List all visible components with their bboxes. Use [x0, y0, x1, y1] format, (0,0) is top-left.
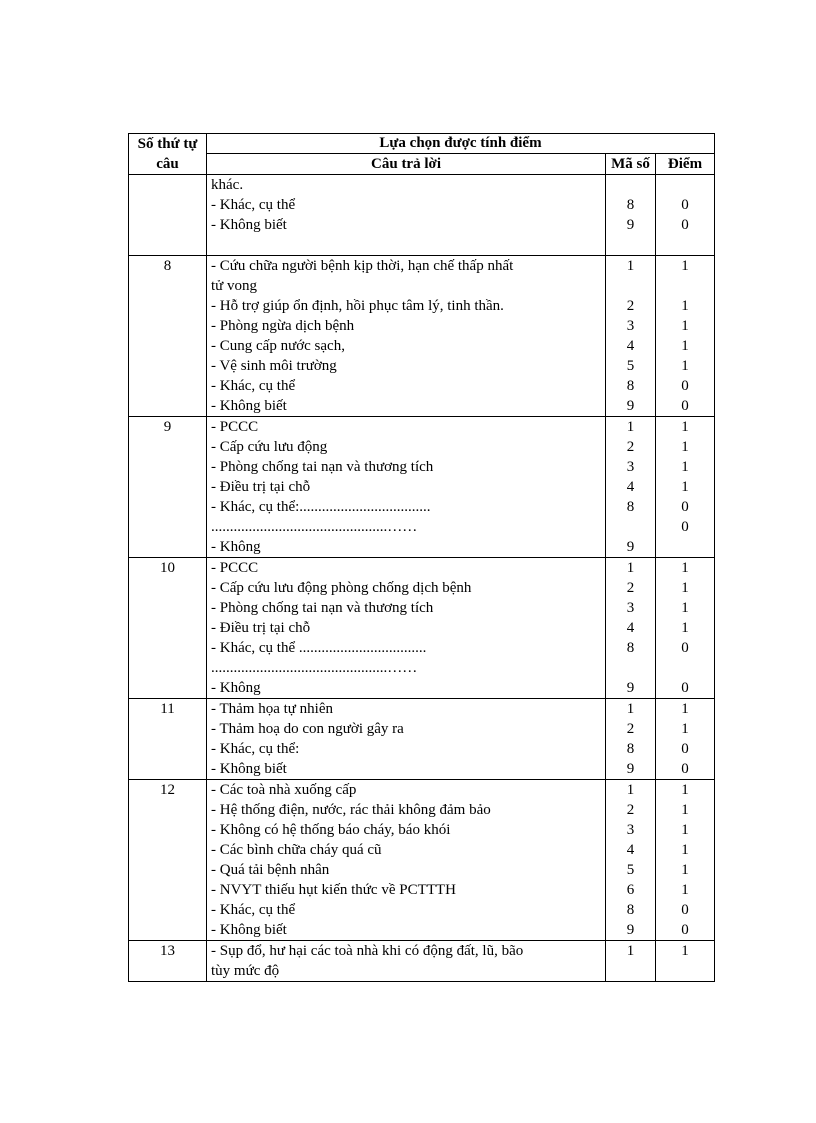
answer-cell [207, 256, 606, 417]
answer-line: - Cấp cứu lưu động [211, 439, 328, 455]
score-line: 1 [681, 298, 689, 314]
code-line: 3 [626, 459, 635, 475]
code-line: 5 [626, 358, 635, 374]
code-line: 4 [626, 338, 635, 354]
answer-line: - Không biết [211, 922, 287, 938]
header-stt-label: Số thứ tự câu [137, 136, 198, 172]
code-cell [606, 699, 656, 780]
answer-line: ...............................................…… [211, 660, 418, 676]
answer-line: - Không [211, 680, 261, 696]
score-line: 1 [681, 862, 689, 878]
answer-cell [207, 175, 606, 256]
answer-line: - Các bình chữa cháy quá cũ [211, 842, 382, 858]
code-line: 9 [626, 761, 635, 777]
code-line: 4 [626, 842, 635, 858]
code-line: 1 [626, 560, 635, 576]
score-line [656, 961, 714, 981]
score-line: 1 [681, 842, 689, 858]
answer-line: - PCCC [211, 560, 259, 576]
score-line: 0 [681, 499, 689, 515]
score-line: 0 [681, 519, 689, 535]
score-line [656, 276, 714, 296]
score-line: 0 [681, 197, 689, 213]
answer-cell [207, 699, 606, 780]
header-row-bottom [129, 154, 715, 175]
code-line: 8 [626, 902, 635, 918]
answer-line: tùy mức độ [211, 963, 280, 979]
answer-line: - Khác, cụ thể [211, 902, 296, 918]
code-line [606, 276, 655, 296]
answer-line: - Không có hệ thống báo cháy, báo khói [211, 822, 451, 838]
code-line: 1 [626, 701, 635, 717]
table-row [129, 417, 715, 558]
score-line [656, 658, 714, 678]
score-line: 1 [681, 701, 689, 717]
answer-line: ...............................................…… [211, 519, 418, 535]
score-line: 1 [681, 258, 689, 274]
code-line: 2 [626, 721, 635, 737]
answer-line: - Hỗ trợ giúp ổn định, hồi phục tâm lý, tinh thần. [211, 298, 504, 314]
code-line: 8 [626, 499, 635, 515]
score-line: 1 [681, 459, 689, 475]
header-code [606, 154, 656, 175]
code-line: 2 [626, 580, 635, 596]
code-cell [606, 941, 656, 982]
code-line: 3 [626, 600, 635, 616]
score-cell [656, 175, 715, 256]
code-cell [606, 780, 656, 941]
score-line: 1 [681, 560, 689, 576]
table-row [129, 941, 715, 982]
header-row-top [129, 134, 715, 154]
code-line: 8 [626, 197, 635, 213]
code-line: 8 [626, 741, 635, 757]
score-cell [656, 941, 715, 982]
answer-line: - Cung cấp nước sạch, [211, 338, 345, 354]
score-line: 0 [681, 398, 689, 414]
answer-line: - Khác, cụ thể [211, 378, 296, 394]
score-line: 0 [681, 378, 689, 394]
code-line: 8 [626, 640, 635, 656]
table-row [129, 256, 715, 417]
answer-line: - Cứu chữa người bệnh kịp thời, hạn chế thấp nhất [211, 258, 514, 274]
header-group: Lựa chọn được tính điểm [207, 134, 715, 154]
answer-cell [207, 558, 606, 699]
answer-line: - Vệ sinh môi trường [211, 358, 337, 374]
code-line: 5 [626, 862, 635, 878]
code-line: 2 [626, 439, 635, 455]
answer-line: tử vong [211, 278, 258, 294]
code-line: 9 [626, 539, 635, 555]
score-line: 1 [681, 620, 689, 636]
score-line: 1 [681, 338, 689, 354]
table-row [129, 699, 715, 780]
question-number: 9 [129, 417, 207, 558]
code-line: 8 [626, 378, 635, 394]
answer-line: - Quá tải bệnh nhân [211, 862, 330, 878]
answer-line: - Khác, cụ thể:................................... [211, 499, 431, 515]
answer-line: - Phòng chống tai nạn và thương tích [211, 600, 434, 616]
score-line: 1 [681, 318, 689, 334]
answer-line: - Khác, cụ thể [211, 197, 296, 213]
code-line: 2 [626, 298, 635, 314]
code-line [606, 517, 655, 537]
score-line: 1 [681, 782, 689, 798]
question-number: 11 [129, 699, 207, 780]
answer-line [211, 235, 599, 255]
answer-line: - Khác, cụ thể: [211, 741, 300, 757]
score-cell [656, 780, 715, 941]
score-line: 1 [681, 479, 689, 495]
code-line: 4 [626, 479, 635, 495]
answer-line: - Cấp cứu lưu động phòng chống dịch bệnh [211, 580, 472, 596]
answer-cell [207, 941, 606, 982]
code-line [606, 658, 655, 678]
answer-cell [207, 780, 606, 941]
score-cell [656, 699, 715, 780]
answer-line: - Không biết [211, 217, 287, 233]
answer-cell [207, 417, 606, 558]
code-line: 2 [626, 802, 635, 818]
header-stt [129, 134, 207, 175]
question-number [129, 175, 207, 256]
score-line: 1 [681, 419, 689, 435]
question-number: 8 [129, 256, 207, 417]
question-number: 12 [129, 780, 207, 941]
score-line [656, 537, 714, 557]
header-code-label: Mã số [611, 156, 650, 172]
answer-line: - Thảm họa tự nhiên [211, 701, 333, 717]
answer-line: - PCCC [211, 419, 259, 435]
table-row [129, 558, 715, 699]
score-line: 0 [681, 922, 689, 938]
answer-line: - Không biết [211, 398, 287, 414]
score-line: 1 [681, 802, 689, 818]
question-number: 13 [129, 941, 207, 982]
score-line: 1 [681, 580, 689, 596]
score-line: 1 [681, 439, 689, 455]
header-answer: Câu trả lời [207, 154, 606, 175]
code-line [606, 175, 655, 195]
code-cell [606, 256, 656, 417]
code-line: 3 [626, 318, 635, 334]
code-cell [606, 175, 656, 256]
table-row [129, 175, 715, 256]
code-line: 9 [626, 922, 635, 938]
code-line: 1 [626, 419, 635, 435]
code-cell [606, 558, 656, 699]
code-cell [606, 417, 656, 558]
score-line: 1 [681, 721, 689, 737]
answer-line: - Điều trị tại chỗ [211, 479, 311, 495]
score-cell [656, 256, 715, 417]
answer-line: - Phòng chống tai nạn và thương tích [211, 459, 434, 475]
answer-line: - Điều trị tại chỗ [211, 620, 311, 636]
score-line: 0 [681, 902, 689, 918]
score-line: 1 [681, 600, 689, 616]
code-line [606, 235, 655, 255]
question-number: 10 [129, 558, 207, 699]
code-line: 9 [626, 398, 635, 414]
score-line [656, 235, 714, 255]
answer-line: - Không biết [211, 761, 287, 777]
score-line [656, 175, 714, 195]
answer-line: - Các toà nhà xuống cấp [211, 782, 357, 798]
code-line: 3 [626, 822, 635, 838]
code-line: 9 [626, 217, 635, 233]
code-line: 9 [626, 680, 635, 696]
code-line: 1 [626, 943, 635, 959]
code-line: 6 [626, 882, 635, 898]
answer-line: khác. [211, 177, 244, 193]
score-line: 1 [681, 358, 689, 374]
score-line: 0 [681, 217, 689, 233]
answer-line: - Không [211, 539, 261, 555]
answer-line: - Khác, cụ thể .................................. [211, 640, 427, 656]
score-line: 0 [681, 680, 689, 696]
code-line: 1 [626, 782, 635, 798]
score-line: 1 [681, 822, 689, 838]
table-row [129, 780, 715, 941]
score-line: 1 [681, 943, 689, 959]
answer-line: - Hệ thống điện, nước, rác thải không đảm bảo [211, 802, 491, 818]
answer-line: - Sụp đổ, hư hại các toà nhà khi có động đất, lũ, bão [211, 943, 524, 959]
score-line: 0 [681, 741, 689, 757]
answer-line: - NVYT thiếu hụt kiến thức về PCTTTH [211, 882, 456, 898]
answer-line: - Thảm hoạ do con người gây ra [211, 721, 404, 737]
score-line: 0 [681, 640, 689, 656]
score-cell [656, 417, 715, 558]
score-cell [656, 558, 715, 699]
score-line: 0 [681, 761, 689, 777]
score-line: 1 [681, 882, 689, 898]
code-line [606, 961, 655, 981]
code-line: 1 [626, 258, 635, 274]
code-line: 4 [626, 620, 635, 636]
scoring-table [128, 133, 715, 982]
header-score: Điểm [656, 154, 715, 175]
answer-line: - Phòng ngừa dịch bệnh [211, 318, 355, 334]
